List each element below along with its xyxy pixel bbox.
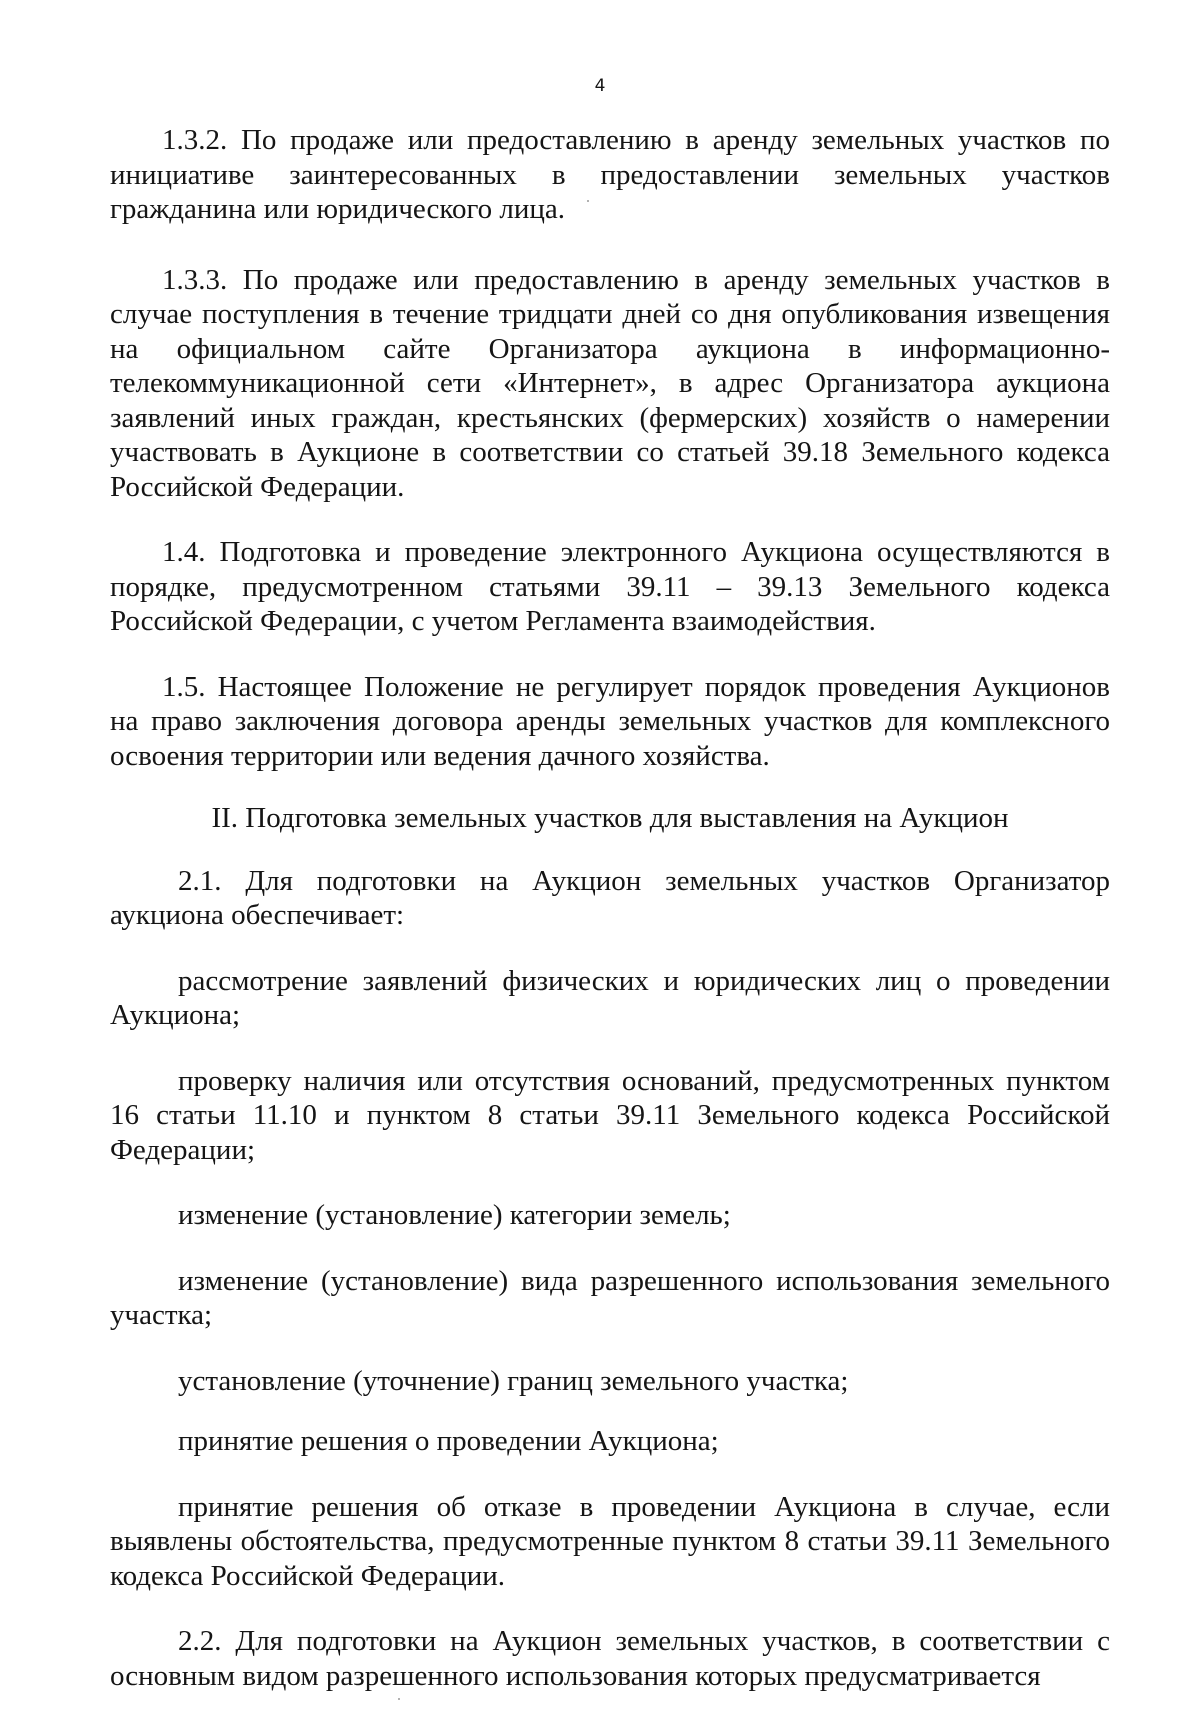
paragraph-1-5: 1.5. Настоящее Положение не регулирует порядок проведения Аукционов на право заключения договора аренды земельных участков для комплексного освоения территории или ведения дачного хозяйства. bbox=[110, 670, 1110, 772]
paragraph-2-2: 2.2. Для подготовки на Аукцион земельных участков, в соответствии с основным видом разрешенного использования которых предусматривается bbox=[110, 1625, 1110, 1692]
paragraph-1-4: 1.4. Подготовка и проведение электронного Аукциона осуществляются в порядке, предусмотренном статьями 39.11 – 39.13 Земельного кодекса Российской Федерации, с учетом Регламента взаимодействия. bbox=[110, 536, 1110, 637]
list-item-auction-decision: принятие решения о проведении Аукциона; bbox=[178, 1425, 719, 1457]
document-body bbox=[110, 123, 1110, 1693]
list-item-boundaries: установление (уточнение) границ земельного участка; bbox=[178, 1364, 849, 1397]
list-item-land-category: изменение (установление) категории земель; bbox=[178, 1199, 731, 1231]
scan-speck bbox=[398, 1698, 400, 1700]
scan-speck bbox=[587, 200, 589, 202]
list-item-refusal-decision: принятие решения об отказе в проведении Аукциона в случае, если выявлены обстоятельства, предусмотренные пунктом 8 статьи 39.11 Земельного кодекса Российской Федерации. bbox=[110, 1490, 1110, 1592]
paragraph-1-3-3: 1.3.3. По продаже или предоставлению в аренду земельных участков в случае поступления в течение тридцати дней со дня опубликования извещения на официальном сайте Организатора аукциона в информационно-телекоммуникационной сети «Интернет», в адрес Организатора аукциона заявлений иных граждан, крестьянских (фермерских) хозяйств о намерении участвовать в Аукционе в соответствии со статьей 39.18 Земельного кодекса Российской Федерации. bbox=[110, 263, 1110, 503]
paragraph-2-1: 2.1. Для подготовки на Аукцион земельных участков Организатор аукциона обеспечивает: bbox=[110, 864, 1110, 931]
list-item-permitted-use: изменение (установление) вида разрешенного использования земельного участка; bbox=[110, 1264, 1110, 1331]
page-number: 4 bbox=[594, 76, 606, 96]
list-item-check-grounds: проверку наличия или отсутствия оснований, предусмотренных пунктом 16 статьи 11.10 и пунктом 8 статьи 39.11 Земельного кодекса Российской Федерации; bbox=[110, 1064, 1110, 1166]
section-heading: II. Подготовка земельных участков для выставления на Аукцион bbox=[211, 802, 1009, 834]
paragraph-1-3-2: 1.3.2. По продаже или предоставлению в аренду земельных участков по инициативе заинтересованных в предоставлении земельных участков гражданина или юридического лица. bbox=[110, 124, 1110, 225]
list-item-review-applications: рассмотрение заявлений физических и юридических лиц о проведении Аукциона; bbox=[110, 964, 1110, 1031]
